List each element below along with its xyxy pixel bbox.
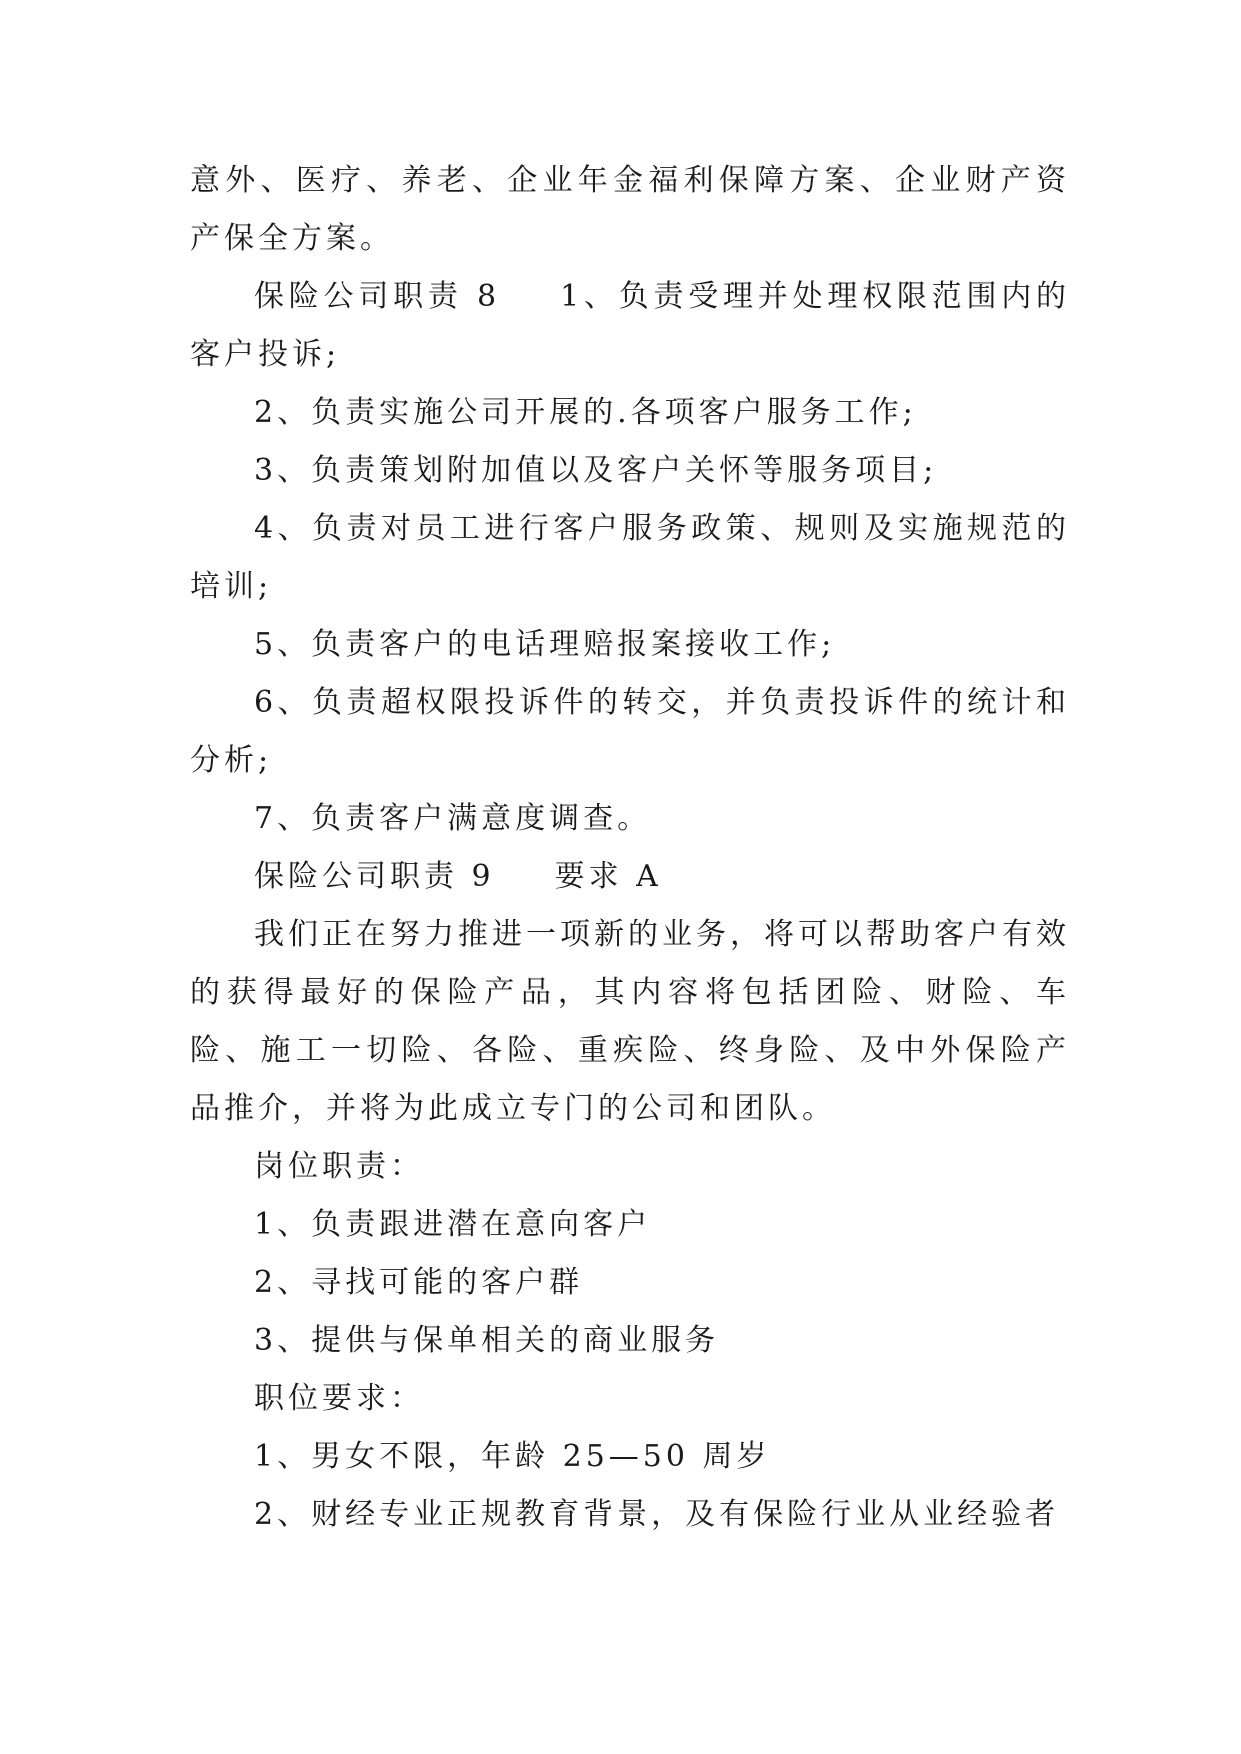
paragraph: 2、寻找可能的客户群 [254,1265,584,1300]
paragraph: 2、负责实施公司开展的.各项客户服务工作; [254,395,917,430]
paragraph: 岗位职责： [254,1149,424,1184]
paragraph: 职位要求： [254,1381,424,1416]
paragraph-with-heading [190,848,1070,906]
document-body [190,152,1070,1544]
section-heading: 保险公司职责 8 [254,279,501,314]
paragraph: 意外、医疗、养老、企业年金福利保障方案、企业财产资产保全方案。 [190,163,1070,256]
paragraph: 3、提供与保单相关的商业服务 [254,1323,720,1358]
section-heading: 保险公司职责 9 [254,859,495,894]
paragraph: 1、负责跟进潜在意向客户 [254,1207,652,1242]
paragraph: 2、财经专业正规教育背景，及有保险行业从业经验者 [254,1497,1060,1532]
paragraph: 3、负责策划附加值以及客户关怀等服务项目; [254,453,938,488]
paragraph: 我们正在努力推进一项新的业务，将可以帮助客户有效的获得最好的保险产品，其内容将包括团险、财险、车险、施工一切险、各险、重疾险、终身险、及中外保险产品推介，并将为此成立专门的公司和团队。 [190,917,1070,1126]
paragraph-text: 1、负责受理并处理权限范围内的客户投诉; [190,279,1071,372]
paragraph-with-heading [190,268,1070,384]
paragraph: 5、负责客户的电话理赔报案接收工作; [254,627,836,662]
paragraph: 4、负责对员工进行客户服务政策、规则及实施规范的培训; [190,511,1070,604]
paragraph-text: 要求 A [554,859,662,894]
paragraph: 6、负责超权限投诉件的转交，并负责投诉件的统计和分析; [190,685,1070,778]
paragraph: 1、男女不限，年龄 25—50 周岁 [254,1439,771,1474]
paragraph: 7、负责客户满意度调查。 [254,801,652,836]
